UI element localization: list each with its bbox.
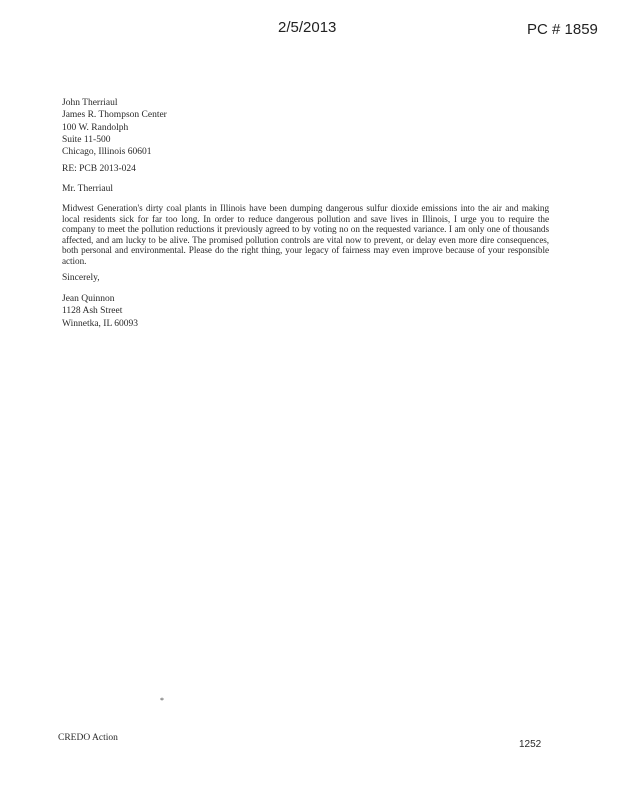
recipient-line: Suite 11-500 [62,134,111,145]
recipient-line: 100 W. Randolph [62,122,129,133]
signature-line: 1128 Ash Street [62,306,123,317]
recipient-line: John Therriaul [62,98,118,108]
recipient-line: Chicago, Illinois 60601 [62,147,152,158]
header-date: 2/5/2013 [278,19,337,36]
letter-body: Midwest Generation's dirty coal plants in Illinois have been dumping dangerous sulfur dioxide emissions into the air and making local residents sick for far too long. In order to reduce dangerous pollution and save lives in Illinois, I urge you to require the company to meet the pollution reductions it previously agreed to by voting no on the requested variance. I am only one of thousands affected, and am lucky to be alive. The promised pollution controls are vital now to prevent, or delay even more dire consequences, both personal and environmental. Please do the right thing, your legacy of fairness may even improve because of your responsible action. [62,203,549,266]
signature-line: Winnetka, IL 60093 [62,318,139,329]
recipient-line: James R. Thompson Center [62,110,167,121]
closing: Sincerely, [62,273,100,283]
stray-mark: * [160,696,164,705]
footer-source: CREDO Action [58,733,118,743]
recipient-address [62,97,167,158]
signature-line: Jean Quinnon [62,294,115,304]
public-comment-number: PC # 1859 [527,21,598,38]
reference-line: RE: PCB 2013-024 [62,164,136,174]
page-number: 1252 [519,739,542,750]
salutation: Mr. Therriaul [62,184,114,194]
signature-block [62,293,138,330]
